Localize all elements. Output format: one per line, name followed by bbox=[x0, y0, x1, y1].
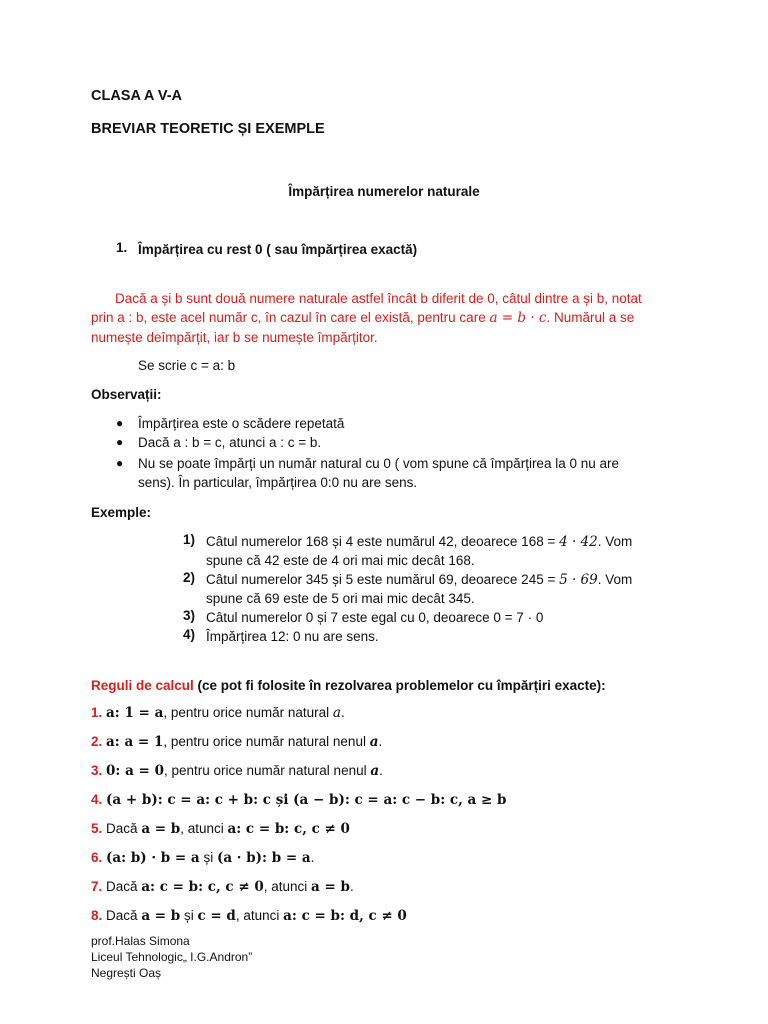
rule-text: , pentru orice număr natural nenul bbox=[163, 763, 371, 778]
item1-number: 1. bbox=[116, 240, 128, 255]
rule-text: și bbox=[180, 908, 198, 923]
town: Negrești Oaș bbox=[91, 966, 162, 980]
rule-number: 5. bbox=[91, 821, 103, 836]
rule-formula: a: 1 = a bbox=[106, 705, 164, 721]
example-tail: . Vom bbox=[597, 572, 633, 587]
rule-var: a bbox=[369, 734, 379, 750]
rule-formula: a = b bbox=[141, 821, 181, 837]
rule-6 bbox=[91, 850, 314, 866]
rule-text: , pentru orice număr natural nenul bbox=[163, 734, 370, 749]
class-title: CLASA A V-A bbox=[91, 88, 183, 104]
definition-formula: a = b · c bbox=[489, 310, 547, 326]
examples-heading: Exemple: bbox=[91, 505, 152, 520]
definition-line2-suffix: . Numărul a se bbox=[546, 310, 635, 325]
author: prof.Halas Simona bbox=[91, 934, 190, 948]
rule-pre: Dacă bbox=[106, 908, 142, 923]
example-2-line2: spune că 69 este de 5 ori mai mic decât 345. bbox=[206, 591, 475, 606]
rule-end: . bbox=[340, 705, 345, 720]
rule-number: 6. bbox=[91, 850, 103, 865]
rule-end: . bbox=[379, 763, 383, 778]
rule-formula-2: a = b bbox=[311, 879, 350, 895]
school: Liceul Tehnologic„ I.G.Andron” bbox=[91, 950, 253, 964]
observation-item: Dacă a : b = c, atunci a : c = b. bbox=[138, 435, 322, 450]
rule-8 bbox=[91, 908, 407, 924]
rule-formula: a: c = b: c, c ≠ 0 bbox=[141, 879, 264, 895]
rule-number: 7. bbox=[91, 879, 103, 894]
definition-line3: numește deîmpărțit, iar b se numește împărțitor. bbox=[91, 330, 378, 345]
rule-text: , atunci bbox=[263, 879, 312, 894]
rule-formula-2: (a · b): b = a bbox=[216, 850, 311, 866]
rules-heading bbox=[91, 676, 606, 695]
observation-item: Nu se poate împărți un număr natural cu 0 ( vom spune că împărțirea la 0 nu are bbox=[138, 456, 619, 471]
rule-var: a bbox=[370, 763, 380, 779]
rule-7 bbox=[91, 879, 354, 895]
example-tail: . Vom bbox=[597, 534, 633, 549]
rule-pre: Dacă bbox=[106, 821, 142, 836]
rule-end: , atunci bbox=[235, 908, 284, 923]
example-formula: 5 · 69 bbox=[559, 572, 598, 588]
rule-4 bbox=[91, 792, 506, 808]
rule-formula: a: a = 1 bbox=[106, 734, 164, 750]
rule-end: . bbox=[378, 734, 383, 749]
notation: Se scrie c = a: b bbox=[138, 358, 236, 373]
example-4: Împărțirea 12: 0 nu are sens. bbox=[206, 629, 379, 644]
footer bbox=[91, 933, 252, 981]
example-2 bbox=[206, 570, 632, 590]
rule-number: 8. bbox=[91, 908, 103, 923]
example-formula: 4 · 42 bbox=[559, 534, 598, 550]
definition-line2 bbox=[91, 308, 691, 328]
rule-pre: Dacă bbox=[106, 879, 142, 894]
example-3: Câtul numerelor 0 și 7 este egal cu 0, deoarece 0 = 7 · 0 bbox=[206, 610, 544, 625]
rule-formula: (a: b) · b = a bbox=[106, 850, 200, 866]
observations-heading: Observații: bbox=[91, 387, 162, 402]
example-1-line2: spune că 42 este de 4 ori mai mic decât 168. bbox=[206, 553, 475, 568]
rule-text: și bbox=[199, 850, 217, 865]
definition-line1: Dacă a și b sunt două numere naturale astfel încât b diferit de 0, câtul dintre a și b, notat bbox=[115, 291, 642, 306]
rule-var: a bbox=[332, 705, 341, 721]
rule-formula: 0: a = 0 bbox=[106, 763, 164, 779]
rules-heading-red: Reguli de calcul bbox=[91, 678, 194, 693]
example-text: Câtul numerelor 168 și 4 este numărul 42, deoarece 168 = bbox=[206, 534, 560, 549]
rules-heading-rest: (ce pot fi folosite în rezolvarea problemelor cu împărțiri exacte): bbox=[193, 678, 606, 693]
example-number: 2) bbox=[183, 570, 196, 585]
rule-formula-2: a: c = b: c, c ≠ 0 bbox=[227, 821, 350, 837]
rule-number: 3. bbox=[91, 763, 103, 778]
example-text: Câtul numerelor 345 și 5 este numărul 69, deoarece 245 = bbox=[206, 572, 560, 587]
definition-block bbox=[91, 289, 691, 347]
rule-text: , atunci bbox=[180, 821, 228, 836]
section-title: Împărțirea numerelor naturale bbox=[288, 184, 480, 199]
example-1 bbox=[206, 532, 632, 552]
rule-3 bbox=[91, 763, 383, 779]
observation-item-cont: sens). În particular, împărțirea 0:0 nu are sens. bbox=[138, 475, 418, 490]
rule-text: , pentru orice număr natural bbox=[163, 705, 333, 720]
bullet-icon: ● bbox=[116, 416, 124, 430]
example-number: 4) bbox=[183, 627, 196, 642]
bullet-icon: ● bbox=[116, 456, 124, 470]
rule-end: . bbox=[349, 879, 354, 894]
rule-formula: (a + b): c = a: c + b: c și (a − b): c = a: c − b: c, a ≥ b bbox=[106, 792, 507, 808]
item1-title: Împărțirea cu rest 0 ( sau împărțirea exactă) bbox=[138, 242, 418, 257]
rule-2 bbox=[91, 734, 382, 750]
rule-1 bbox=[91, 705, 345, 721]
example-number: 3) bbox=[183, 608, 196, 623]
rule-5 bbox=[91, 821, 350, 837]
rule-formula: a = b bbox=[141, 908, 181, 924]
definition-line2-prefix: prin a : b, este acel număr c, în cazul în care el există, pentru care bbox=[91, 310, 490, 325]
example-number: 1) bbox=[183, 532, 196, 547]
rule-end: . bbox=[310, 850, 315, 865]
rule-number: 2. bbox=[91, 734, 103, 749]
rule-number: 1. bbox=[91, 705, 103, 720]
doc-subtitle: BREVIAR TEORETIC ȘI EXEMPLE bbox=[91, 121, 325, 137]
bullet-icon: ● bbox=[116, 435, 124, 449]
rule-formula-2: c = d bbox=[197, 908, 236, 924]
rule-number: 4. bbox=[91, 792, 103, 807]
rule-formula-3: a: c = b: d, c ≠ 0 bbox=[283, 908, 407, 924]
observation-item: Împărțirea este o scădere repetată bbox=[138, 416, 345, 431]
